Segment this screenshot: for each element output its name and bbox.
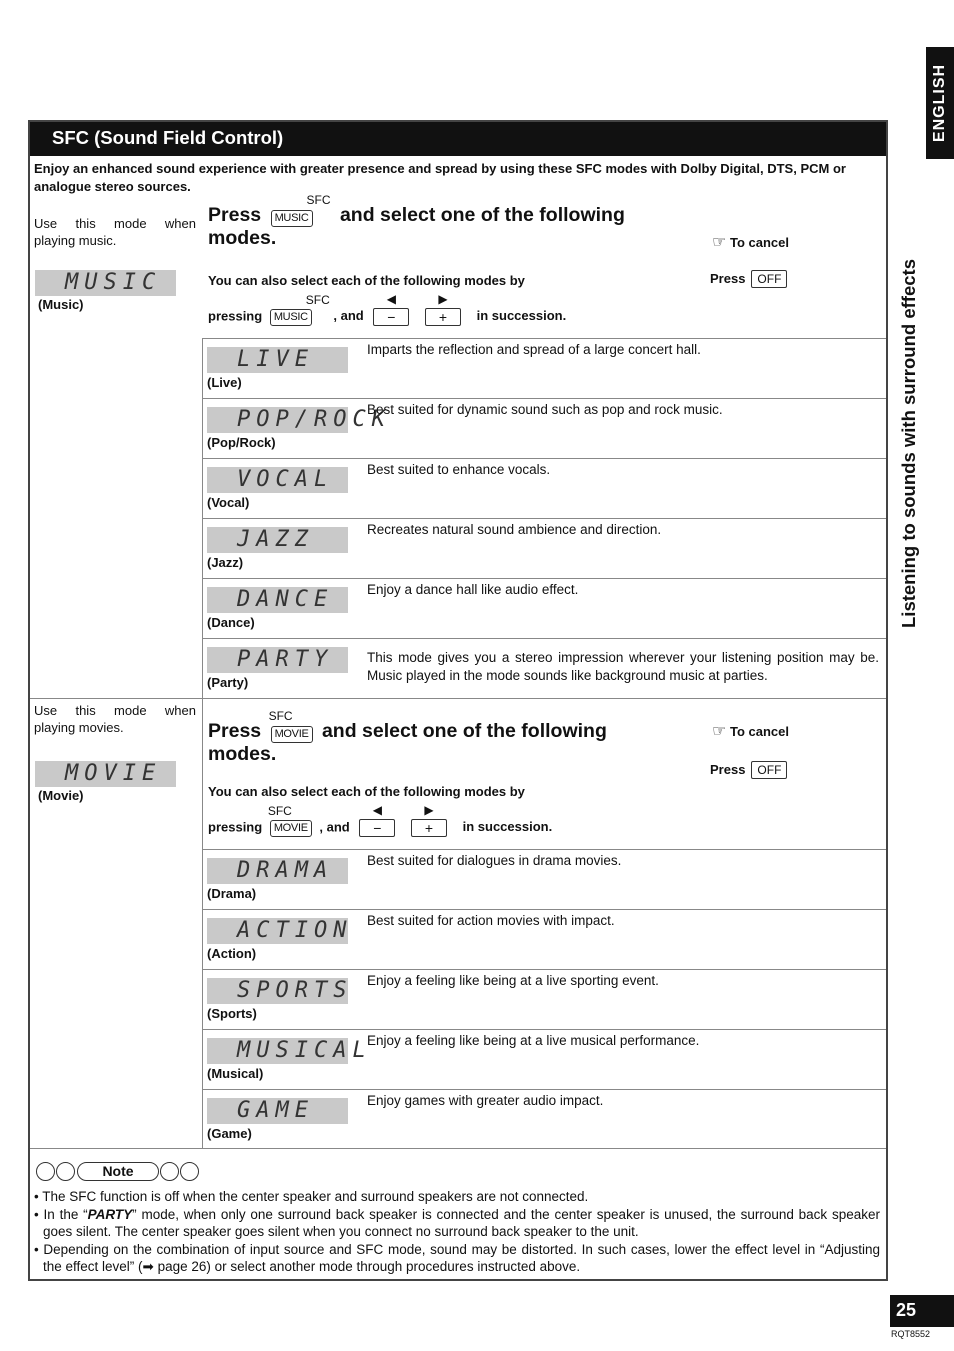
plus-button: ▶ + xyxy=(425,308,461,326)
mode-lcd-poprock: POP/ROCK xyxy=(207,407,348,433)
intro-text: Enjoy an enhanced sound experience with greater presence and spread by using these SFC modes with Dolby Digital, DTS, PCM or analogue stereo sources. xyxy=(34,161,846,194)
mode-caption-jazz: (Jazz) xyxy=(207,555,244,570)
movie-button-icon xyxy=(268,709,313,743)
music-press-off: Press OFF xyxy=(710,270,787,288)
movie-caption: (Movie) xyxy=(38,788,84,803)
minus-button: ◀ − xyxy=(373,308,409,326)
sfc-section xyxy=(28,120,888,1281)
mode-caption-live: (Live) xyxy=(207,375,242,390)
note-bullet: • Depending on the combination of input source and SFC mode, sound may be distorted. In such cases, lower the effect level in “Adjusting the effect level” (➡ page 26) or select another mode through procedures instructed above. xyxy=(34,1241,880,1274)
mode-lcd-dance: DANCE xyxy=(207,587,348,613)
movie-use-text: Use this mode when playing movies. xyxy=(34,703,196,735)
page-number: 25 xyxy=(890,1295,954,1327)
mode-lcd-musical: MUSICAL xyxy=(207,1038,348,1064)
row-divider xyxy=(202,398,886,399)
movie-press-off: Press OFF xyxy=(710,761,787,779)
mode-lcd-drama: DRAMA xyxy=(207,858,348,884)
mode-desc-sports: Enjoy a feeling like being at a live sporting event. xyxy=(367,973,659,988)
row-divider xyxy=(202,1029,886,1030)
sfc-label: SFC xyxy=(306,193,331,208)
mode-caption-dance: (Dance) xyxy=(207,615,255,630)
language-tab: ENGLISH xyxy=(926,47,954,159)
mode-lcd-sports: SPORTS xyxy=(207,978,348,1004)
hand-pointer-icon: ☞ xyxy=(712,234,727,251)
mode-lcd-game: GAME xyxy=(207,1098,348,1124)
mode-lcd-live: LIVE xyxy=(207,347,348,373)
mode-desc-vocal: Best suited to enhance vocals. xyxy=(367,462,551,477)
mode-desc-jazz: Recreates natural sound ambience and direction. xyxy=(367,522,662,537)
sfc-label: SFC xyxy=(268,709,293,724)
row-divider xyxy=(202,518,886,519)
mode-caption-vocal: (Vocal) xyxy=(207,495,250,510)
right-arrow-icon: ▶ xyxy=(424,803,434,817)
music-button-label: MUSIC xyxy=(271,210,313,227)
mode-caption-party: (Party) xyxy=(207,675,249,690)
mode-caption-sports: (Sports) xyxy=(207,1006,257,1021)
group-divider xyxy=(30,698,886,699)
plus-button: ▶ + xyxy=(411,819,447,837)
music-also-text: You can also select each of the following modes by xyxy=(208,273,525,288)
section-heading: SFC (Sound Field Control) xyxy=(30,122,886,156)
mode-caption-musical: (Musical) xyxy=(207,1066,264,1081)
left-arrow-icon: ◀ xyxy=(372,803,382,817)
music-press-heading: Press SFC MUSIC and select one of the following modes. xyxy=(208,204,678,250)
mode-lcd-action: ACTION xyxy=(207,918,348,944)
hand-pointer-icon: ☞ xyxy=(712,723,727,740)
column-divider xyxy=(202,338,203,1148)
group-divider xyxy=(30,1148,886,1149)
off-button-label: OFF xyxy=(751,761,787,779)
movie-button-label: MOVIE xyxy=(271,726,313,743)
movie-cancel: ☞ To cancel xyxy=(712,723,789,740)
row-divider xyxy=(202,578,886,579)
mode-lcd-vocal: VOCAL xyxy=(207,467,348,493)
decor-circle xyxy=(36,1162,55,1181)
note-label: Note xyxy=(77,1162,159,1181)
movie-pressing-line: pressing SFC MOVIE , and ◀ − ▶ + in succession. xyxy=(208,803,553,836)
decor-circle xyxy=(56,1162,75,1181)
mode-caption-action: (Action) xyxy=(207,946,257,961)
movie-button-icon-small: SFC MOVIE xyxy=(270,819,312,837)
movie-also-text: You can also select each of the following modes by xyxy=(208,784,525,799)
mode-desc-party: This mode gives you a stereo impression wherever your listening position may be. Music played in the mode sounds like background music at parties. xyxy=(367,650,879,683)
row-divider xyxy=(202,1089,886,1090)
mode-desc-action: Best suited for action movies with impact. xyxy=(367,913,615,928)
mode-caption-drama: (Drama) xyxy=(207,886,257,901)
right-arrow-icon: ▶ xyxy=(438,292,448,306)
mode-desc-drama: Best suited for dialogues in drama movies. xyxy=(367,853,622,868)
note-heading xyxy=(36,1162,200,1182)
music-cancel: ☞ To cancel xyxy=(712,234,789,251)
row-divider xyxy=(202,849,886,850)
music-button-icon-small: SFC MUSIC xyxy=(270,308,312,326)
mode-desc-live: Imparts the reflection and spread of a large concert hall. xyxy=(367,342,701,357)
mode-lcd-jazz: JAZZ xyxy=(207,527,348,553)
music-pressing-line: pressing SFC MUSIC , and ◀ − ▶ + in succession. xyxy=(208,292,567,325)
mode-desc-poprock: Best suited for dynamic sound such as pop and rock music. xyxy=(367,402,723,417)
music-caption: (Music) xyxy=(38,297,84,312)
row-divider xyxy=(202,638,886,639)
section-title: Listening to sounds with surround effects xyxy=(898,259,919,628)
note-bullets xyxy=(34,1188,880,1276)
mode-desc-musical: Enjoy a feeling like being at a live musical performance. xyxy=(367,1033,700,1048)
note-bullet: • The SFC function is off when the center speaker and surround speakers are not connected. xyxy=(34,1189,589,1204)
note-bullet: • In the “PARTY” mode, when only one surround back speaker is connected and the center speaker is unused, the surround back speaker goes silent. The center speaker goes silent when you connect no surround back speaker to the unit. xyxy=(34,1206,880,1239)
movie-lcd: MOVIE xyxy=(35,761,176,787)
mode-caption-poprock: (Pop/Rock) xyxy=(207,435,276,450)
mode-desc-dance: Enjoy a dance hall like audio effect. xyxy=(367,582,579,597)
mode-desc-game: Enjoy games with greater audio impact. xyxy=(367,1093,604,1108)
left-arrow-icon: ◀ xyxy=(386,292,396,306)
decor-circle xyxy=(180,1162,199,1181)
document-code: RQT8552 xyxy=(891,1329,931,1339)
row-divider xyxy=(202,458,886,459)
row-divider xyxy=(202,338,886,339)
row-divider xyxy=(202,969,886,970)
decor-circle xyxy=(160,1162,179,1181)
mode-lcd-party: PARTY xyxy=(207,647,348,673)
row-divider xyxy=(202,909,886,910)
music-button-icon xyxy=(271,193,331,227)
music-lcd: MUSIC xyxy=(35,270,176,296)
minus-button: ◀ − xyxy=(359,819,395,837)
off-button-label: OFF xyxy=(751,270,787,288)
mode-caption-game: (Game) xyxy=(207,1126,252,1141)
movie-press-heading: Press SFC MOVIE and select one of the following modes. xyxy=(208,720,678,766)
music-use-text: Use this mode when playing music. xyxy=(34,216,196,248)
